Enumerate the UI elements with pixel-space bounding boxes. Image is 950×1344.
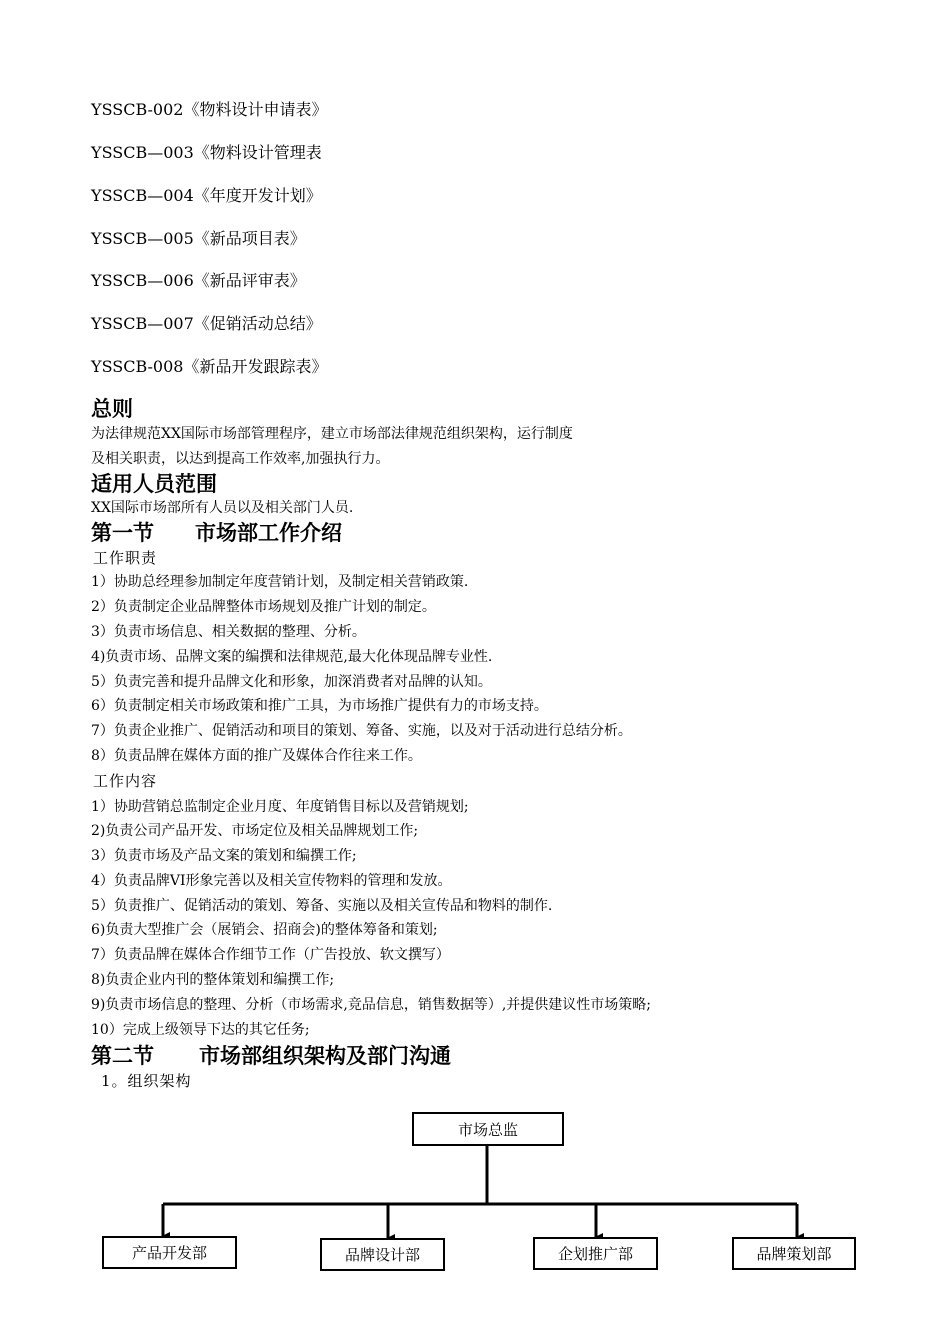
form-item: YSSCB-002《物料设计申请表》 [91, 100, 328, 119]
section1-title: 市场部工作介绍 [195, 521, 342, 545]
duty-item: 6）负责制定相关市场政策和推广工具，为市场推广提供有力的市场支持。 [91, 698, 548, 714]
content-item: 2)负责公司产品开发、市场定位及相关品牌规划工作; [91, 823, 419, 839]
scope-heading: 适用人员范围 [91, 472, 217, 496]
content-item: 3）负责市场及产品文案的策划和编撰工作; [91, 848, 357, 864]
content-item: 6)负责大型推广会（展销会、招商会)的整体筹备和策划; [91, 922, 438, 938]
content-item: 9)负责市场信息的整理、分析（市场需求,竞品信息，销售数据等）,并提供建议性市场策略; [91, 997, 651, 1013]
form-item: YSSCB—007《促销活动总结》 [91, 314, 322, 333]
duty-item: 4)负责市场、品牌文案的编撰和法律规范,最大化体现品牌专业性. [91, 649, 493, 665]
form-item: YSSCB—006《新品评审表》 [91, 271, 306, 290]
content-item: 4）负责品牌VI形象完善以及相关宣传物料的管理和发放。 [91, 873, 452, 889]
content-item: 5）负责推广、促销活动的策划、筹备、实施以及相关宣传品和物料的制作. [91, 898, 553, 914]
org-child-box: 企划推广部 [533, 1237, 658, 1270]
section2-number: 第二节 [91, 1044, 154, 1068]
form-item: YSSCB-008《新品开发跟踪表》 [91, 357, 328, 376]
duty-item: 3）负责市场信息、相关数据的整理、分析。 [91, 624, 366, 640]
org-subheading: 1。组织架构 [101, 1072, 192, 1090]
duty-item: 7）负责企业推广、促销活动和项目的策划、筹备、实施，以及对于活动进行总结分析。 [91, 723, 632, 739]
general-line: 为法律规范XX国际市场部管理程序，建立市场部法律规范组织架构，运行制度 [91, 426, 573, 442]
general-heading: 总则 [91, 397, 133, 421]
section1-number: 第一节 [91, 521, 154, 545]
org-root-box: 市场总监 [412, 1112, 564, 1146]
form-item: YSSCB—004《年度开发计划》 [91, 186, 322, 205]
section2-title: 市场部组织架构及部门沟通 [199, 1044, 451, 1068]
content-subheading: 工作内容 [93, 772, 158, 790]
duties-subheading: 工作职责 [93, 549, 158, 567]
general-line: 及相关职责，以达到提高工作效率,加强执行力。 [91, 451, 390, 467]
org-child-box: 品牌设计部 [320, 1238, 445, 1271]
content-item: 10）完成上级领导下达的其它任务; [91, 1022, 310, 1038]
duty-item: 5）负责完善和提升品牌文化和形象，加深消费者对品牌的认知。 [91, 674, 492, 690]
content-item: 7）负责品牌在媒体合作细节工作（广告投放、软文撰写） [91, 947, 450, 963]
org-child-box: 产品开发部 [102, 1236, 237, 1269]
duty-item: 2）负责制定企业品牌整体市场规划及推广计划的制定。 [91, 599, 436, 615]
content-item: 8)负责企业内刊的整体策划和编撰工作; [91, 972, 335, 988]
form-item: YSSCB—003《物料设计管理表 [91, 143, 322, 162]
duty-item: 8）负责品牌在媒体方面的推广及媒体合作往来工作。 [91, 748, 422, 764]
form-item: YSSCB—005《新品项目表》 [91, 229, 306, 248]
scope-text: XX国际市场部所有人员以及相关部门人员. [91, 500, 354, 516]
duty-item: 1）协助总经理参加制定年度营销计划，及制定相关营销政策. [91, 574, 469, 590]
org-child-box: 品牌策划部 [732, 1237, 856, 1270]
content-item: 1）协助营销总监制定企业月度、年度销售目标以及营销规划; [91, 799, 469, 815]
